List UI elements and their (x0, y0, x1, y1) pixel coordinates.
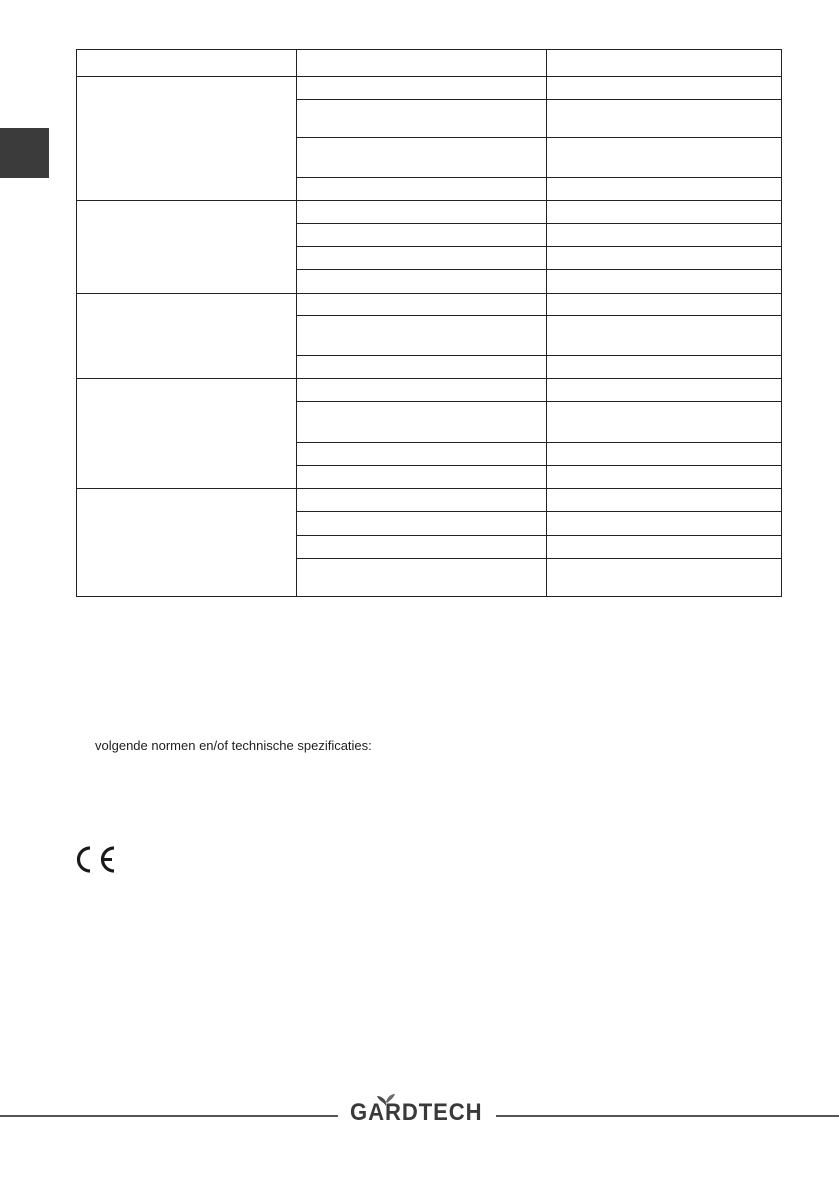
table-group-cell (77, 379, 297, 488)
declaration-text: volgende normen en/of technische spezificaties: (95, 738, 372, 753)
table-cell (297, 442, 547, 465)
table-cell (547, 270, 782, 294)
table-cell (297, 247, 547, 270)
table-cell (547, 224, 782, 247)
specifications-table (76, 49, 782, 597)
brand-name: GARDTECH (350, 1099, 483, 1126)
table-cell (547, 247, 782, 270)
table-cell (297, 558, 547, 596)
table-cell (547, 511, 782, 535)
brand-logo (346, 1093, 492, 1133)
table-cell (547, 178, 782, 201)
table-cell (547, 294, 782, 316)
table-row (77, 294, 782, 316)
footer-divider-right (496, 1115, 839, 1117)
table-cell (297, 535, 547, 558)
table-cell (547, 558, 782, 596)
ce-mark-icon (71, 845, 117, 874)
table-cell (297, 465, 547, 488)
table-row (77, 379, 782, 401)
table-cell (547, 356, 782, 379)
table-cell (297, 316, 547, 356)
footer-divider-left (0, 1115, 338, 1117)
table-header-cell (547, 50, 782, 77)
table-row (77, 77, 782, 100)
table-cell (547, 316, 782, 356)
table-header-row (77, 50, 782, 77)
table-cell (297, 511, 547, 535)
table-cell (297, 224, 547, 247)
table-header-cell (77, 50, 297, 77)
table-cell (547, 535, 782, 558)
table-cell (547, 138, 782, 178)
table-cell (297, 100, 547, 138)
table-cell (547, 77, 782, 100)
table-cell (547, 442, 782, 465)
table-cell (297, 401, 547, 442)
table-cell (297, 138, 547, 178)
table-cell (547, 465, 782, 488)
table-cell (297, 178, 547, 201)
table-group-cell (77, 201, 297, 294)
table-header-cell (297, 50, 547, 77)
table-cell (297, 356, 547, 379)
table-cell (547, 100, 782, 138)
table-row (77, 201, 782, 224)
table-cell (547, 488, 782, 511)
table-group-cell (77, 294, 297, 379)
table-cell (297, 77, 547, 100)
table-cell (547, 379, 782, 401)
table-cell (297, 270, 547, 294)
table-cell (547, 201, 782, 224)
table-group-cell (77, 488, 297, 596)
table-group-cell (77, 77, 297, 201)
table-cell (297, 379, 547, 401)
table-row (77, 488, 782, 511)
side-tab-marker (0, 128, 49, 178)
table-cell (297, 488, 547, 511)
table-cell (297, 201, 547, 224)
table-cell (297, 294, 547, 316)
table-cell (547, 401, 782, 442)
